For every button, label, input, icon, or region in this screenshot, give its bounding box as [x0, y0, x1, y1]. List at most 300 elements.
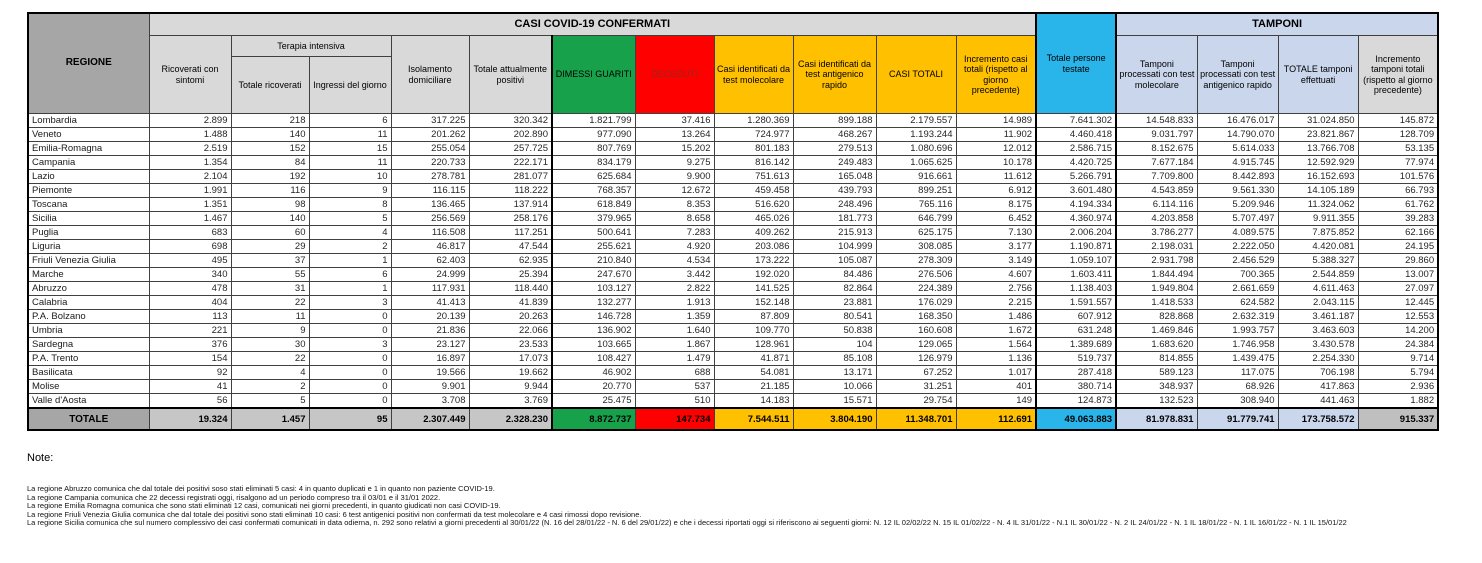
header-tamponi-banner: TAMPONI — [1116, 13, 1438, 36]
value-cell: 688 — [635, 366, 714, 380]
value-cell: 1.603.411 — [1036, 268, 1116, 282]
value-cell: 2.006.204 — [1036, 226, 1116, 240]
covid-table — [27, 12, 1439, 431]
value-cell: 20.263 — [469, 310, 552, 324]
totale-value-cell: 19.324 — [149, 408, 231, 430]
value-cell: 441.463 — [1278, 394, 1358, 409]
value-cell: 7.709.800 — [1116, 170, 1197, 184]
value-cell: 278.781 — [391, 170, 469, 184]
totale-value-cell: 91.779.741 — [1197, 408, 1278, 430]
region-cell: Emilia-Romagna — [28, 142, 149, 156]
region-cell: Abruzzo — [28, 282, 149, 296]
value-cell: 9.275 — [635, 156, 714, 170]
value-cell: 4.543.859 — [1116, 184, 1197, 198]
value-cell: 631.248 — [1036, 324, 1116, 338]
value-cell: 1.672 — [956, 324, 1036, 338]
value-cell: 308.085 — [876, 240, 956, 254]
value-cell: 16.476.017 — [1197, 114, 1278, 128]
value-cell: 14.989 — [956, 114, 1036, 128]
region-cell: Friuli Venezia Giulia — [28, 254, 149, 268]
totale-value-cell: 49.063.883 — [1036, 408, 1116, 430]
table-row — [28, 394, 1438, 409]
value-cell: 1.439.475 — [1197, 352, 1278, 366]
value-cell: 0 — [309, 380, 391, 394]
value-cell: 12.445 — [1358, 296, 1438, 310]
value-cell: 624.582 — [1197, 296, 1278, 310]
value-cell: 116 — [231, 184, 309, 198]
value-cell: 140 — [231, 128, 309, 142]
value-cell: 15.571 — [793, 394, 876, 409]
value-cell: 4.920 — [635, 240, 714, 254]
value-cell: 0 — [309, 324, 391, 338]
value-cell: 5.794 — [1358, 366, 1438, 380]
value-cell: 2.222.050 — [1197, 240, 1278, 254]
value-cell: 13.007 — [1358, 268, 1438, 282]
totale-value-cell: 3.804.190 — [793, 408, 876, 430]
value-cell: 22 — [231, 352, 309, 366]
value-cell: 55 — [231, 268, 309, 282]
value-cell: 519.737 — [1036, 352, 1116, 366]
value-cell: 41.413 — [391, 296, 469, 310]
table-row — [28, 114, 1438, 128]
value-cell: 17.073 — [469, 352, 552, 366]
value-cell: 5.707.497 — [1197, 212, 1278, 226]
totale-value-cell: 2.328.230 — [469, 408, 552, 430]
region-cell: Basilicata — [28, 366, 149, 380]
value-cell: 221 — [149, 324, 231, 338]
value-cell: 129.065 — [876, 338, 956, 352]
value-cell: 146.728 — [552, 310, 635, 324]
value-cell: 589.123 — [1116, 366, 1197, 380]
value-cell: 104 — [793, 338, 876, 352]
value-cell: 66.793 — [1358, 184, 1438, 198]
value-cell: 23.821.867 — [1278, 128, 1358, 142]
header-isolamento: Isolamento domiciliare — [391, 36, 469, 114]
table-row — [28, 198, 1438, 212]
value-cell: 2.215 — [956, 296, 1036, 310]
value-cell: 5 — [309, 212, 391, 226]
value-cell: 222.171 — [469, 156, 552, 170]
value-cell: 103.127 — [552, 282, 635, 296]
value-cell: 84 — [231, 156, 309, 170]
value-cell: 495 — [149, 254, 231, 268]
value-cell: 11 — [309, 156, 391, 170]
value-cell: 27.097 — [1358, 282, 1438, 296]
value-cell: 152 — [231, 142, 309, 156]
value-cell: 1.479 — [635, 352, 714, 366]
value-cell: 1.193.244 — [876, 128, 956, 142]
value-cell: 1.138.403 — [1036, 282, 1116, 296]
value-cell: 116.115 — [391, 184, 469, 198]
value-cell: 24.999 — [391, 268, 469, 282]
value-cell: 401 — [956, 380, 1036, 394]
value-cell: 8.152.675 — [1116, 142, 1197, 156]
value-cell: 4.194.334 — [1036, 198, 1116, 212]
value-cell: 23.127 — [391, 338, 469, 352]
value-cell: 10 — [309, 170, 391, 184]
value-cell: 29 — [231, 240, 309, 254]
value-cell: 117.251 — [469, 226, 552, 240]
value-cell: 11.324.062 — [1278, 198, 1358, 212]
value-cell: 700.365 — [1197, 268, 1278, 282]
value-cell: 31 — [231, 282, 309, 296]
note-line: La regione Friuli Venezia Giulia comunica che dal totale dei positivi sono stati eliminati 10 casi: 6 test antigenici positivi non confermati da test molecolare e 4 casi rimossi dopo revisione. — [27, 509, 642, 519]
value-cell: 8.658 — [635, 212, 714, 226]
header-casi-antigenico: Casi identificati da test antigenico rapido — [793, 36, 876, 114]
table-row — [28, 226, 1438, 240]
header-incremento-tamponi: Incremento tamponi totali (rispetto al giorno precedente) — [1358, 36, 1438, 114]
totale-value-cell: 8.872.737 — [552, 408, 635, 430]
value-cell: 47.544 — [469, 240, 552, 254]
value-cell: 379.965 — [552, 212, 635, 226]
value-cell: 224.389 — [876, 282, 956, 296]
value-cell: 9.901 — [391, 380, 469, 394]
value-cell: 80.541 — [793, 310, 876, 324]
value-cell: 0 — [309, 366, 391, 380]
value-cell: 706.198 — [1278, 366, 1358, 380]
value-cell: 0 — [309, 394, 391, 409]
value-cell: 1 — [309, 254, 391, 268]
totale-value-cell: 2.307.449 — [391, 408, 469, 430]
totale-value-cell: 81.978.831 — [1116, 408, 1197, 430]
value-cell: 9.900 — [635, 170, 714, 184]
value-cell: 1.867 — [635, 338, 714, 352]
totale-value-cell: 147.734 — [635, 408, 714, 430]
value-cell: 439.793 — [793, 184, 876, 198]
value-cell: 500.641 — [552, 226, 635, 240]
value-cell: 9.714 — [1358, 352, 1438, 366]
note-line: La regione Campania comunica che 22 decessi registrati oggi, risalgono ad un periodo compreso tra il 03/01 e il 31/01 2022. — [27, 492, 441, 502]
value-cell: 376 — [149, 338, 231, 352]
value-cell: 173.222 — [714, 254, 793, 268]
value-cell: 8.442.893 — [1197, 170, 1278, 184]
value-cell: 29.860 — [1358, 254, 1438, 268]
value-cell: 113 — [149, 310, 231, 324]
value-cell: 618.849 — [552, 198, 635, 212]
value-cell: 8 — [309, 198, 391, 212]
totale-value-cell: 95 — [309, 408, 391, 430]
value-cell: 279.513 — [793, 142, 876, 156]
value-cell: 3.601.480 — [1036, 184, 1116, 198]
value-cell: 340 — [149, 268, 231, 282]
table-row — [28, 338, 1438, 352]
value-cell: 84.486 — [793, 268, 876, 282]
value-cell: 23.533 — [469, 338, 552, 352]
value-cell: 3.461.187 — [1278, 310, 1358, 324]
value-cell: 14.200 — [1358, 324, 1438, 338]
value-cell: 2.756 — [956, 282, 1036, 296]
value-cell: 218 — [231, 114, 309, 128]
table-row — [28, 184, 1438, 198]
value-cell: 21.836 — [391, 324, 469, 338]
value-cell: 54.081 — [714, 366, 793, 380]
value-cell: 1.351 — [149, 198, 231, 212]
value-cell: 248.496 — [793, 198, 876, 212]
header-persone-testate: Totale persone testate — [1036, 13, 1116, 114]
value-cell: 6.452 — [956, 212, 1036, 226]
header-totale-ricoverati: Totale ricoverati — [231, 57, 309, 114]
header-casi-totali: CASI TOTALI — [876, 36, 956, 114]
value-cell: 13.171 — [793, 366, 876, 380]
value-cell: 85.108 — [793, 352, 876, 366]
region-cell: Puglia — [28, 226, 149, 240]
value-cell: 220.733 — [391, 156, 469, 170]
header-casi-banner: CASI COVID-19 CONFERMATI — [149, 13, 1036, 36]
value-cell: 683 — [149, 226, 231, 240]
value-cell: 132.277 — [552, 296, 635, 310]
value-cell: 12.553 — [1358, 310, 1438, 324]
region-cell: Liguria — [28, 240, 149, 254]
value-cell: 24.384 — [1358, 338, 1438, 352]
value-cell: 56 — [149, 394, 231, 409]
value-cell: 68.926 — [1197, 380, 1278, 394]
value-cell: 31.251 — [876, 380, 956, 394]
note-line: La regione Abruzzo comunica che dal totale dei positivi soso stati eliminati 5 casi: 4 in quanto duplicati e 1 in quanto non paziente COVID-19. — [27, 484, 495, 493]
value-cell: 9.561.330 — [1197, 184, 1278, 198]
value-cell: 128.709 — [1358, 128, 1438, 142]
header-terapia-intensiva: Terapia intensiva — [231, 36, 391, 57]
value-cell: 828.868 — [1116, 310, 1197, 324]
value-cell: 7.283 — [635, 226, 714, 240]
notes-list — [27, 485, 1482, 528]
value-cell: 6 — [309, 114, 391, 128]
value-cell: 4.420.725 — [1036, 156, 1116, 170]
value-cell: 31.024.850 — [1278, 114, 1358, 128]
region-cell: Umbria — [28, 324, 149, 338]
value-cell: 465.026 — [714, 212, 793, 226]
value-cell: 724.977 — [714, 128, 793, 142]
value-cell: 9.911.355 — [1278, 212, 1358, 226]
value-cell: 2.519 — [149, 142, 231, 156]
header-deceduti: DECEDUTI — [635, 36, 714, 114]
table-row — [28, 128, 1438, 142]
value-cell: 3.177 — [956, 240, 1036, 254]
value-cell: 136.902 — [552, 324, 635, 338]
value-cell: 203.086 — [714, 240, 793, 254]
value-cell: 62.935 — [469, 254, 552, 268]
totale-value-cell: 7.544.511 — [714, 408, 793, 430]
value-cell: 7.130 — [956, 226, 1036, 240]
value-cell: 168.350 — [876, 310, 956, 324]
value-cell: 103.665 — [552, 338, 635, 352]
value-cell: 607.912 — [1036, 310, 1116, 324]
region-cell: Sardegna — [28, 338, 149, 352]
value-cell: 160.608 — [876, 324, 956, 338]
value-cell: 104.999 — [793, 240, 876, 254]
totale-value-cell: 11.348.701 — [876, 408, 956, 430]
value-cell: 24.195 — [1358, 240, 1438, 254]
value-cell: 4.460.418 — [1036, 128, 1116, 142]
value-cell: 3.769 — [469, 394, 552, 409]
value-cell: 136.465 — [391, 198, 469, 212]
value-cell: 53.135 — [1358, 142, 1438, 156]
value-cell: 4.607 — [956, 268, 1036, 282]
table-row — [28, 240, 1438, 254]
value-cell: 14.548.833 — [1116, 114, 1197, 128]
header-regione: REGIONE — [28, 13, 149, 114]
value-cell: 1.389.689 — [1036, 338, 1116, 352]
value-cell: 977.090 — [552, 128, 635, 142]
value-cell: 698 — [149, 240, 231, 254]
table-row — [28, 142, 1438, 156]
header-casi-molecolare: Casi identificati da test molecolare — [714, 36, 793, 114]
region-cell: Sicilia — [28, 212, 149, 226]
value-cell: 1.059.107 — [1036, 254, 1116, 268]
value-cell: 23.881 — [793, 296, 876, 310]
value-cell: 1.640 — [635, 324, 714, 338]
value-cell: 1.882 — [1358, 394, 1438, 409]
table-header — [28, 13, 1438, 114]
value-cell: 30 — [231, 338, 309, 352]
value-cell: 128.961 — [714, 338, 793, 352]
region-cell: Calabria — [28, 296, 149, 310]
value-cell: 1.913 — [635, 296, 714, 310]
value-cell: 1.993.757 — [1197, 324, 1278, 338]
value-cell: 62.166 — [1358, 226, 1438, 240]
value-cell: 117.931 — [391, 282, 469, 296]
totale-label: TOTALE — [28, 408, 149, 430]
value-cell: 9 — [231, 324, 309, 338]
value-cell: 15.202 — [635, 142, 714, 156]
value-cell: 11.612 — [956, 170, 1036, 184]
value-cell: 765.116 — [876, 198, 956, 212]
value-cell: 5.266.791 — [1036, 170, 1116, 184]
value-cell: 247.670 — [552, 268, 635, 282]
table-body — [28, 114, 1438, 409]
table-row — [28, 380, 1438, 394]
value-cell: 2.899 — [149, 114, 231, 128]
value-cell: 459.458 — [714, 184, 793, 198]
region-cell: Lazio — [28, 170, 149, 184]
header-totale-tamponi: TOTALE tamponi effettuati — [1278, 36, 1358, 114]
value-cell: 317.225 — [391, 114, 469, 128]
value-cell: 6.114.116 — [1116, 198, 1197, 212]
value-cell: 4.611.463 — [1278, 282, 1358, 296]
totale-value-cell: 112.691 — [956, 408, 1036, 430]
value-cell: 20.770 — [552, 380, 635, 394]
value-cell: 145.872 — [1358, 114, 1438, 128]
value-cell: 1.486 — [956, 310, 1036, 324]
region-cell: Veneto — [28, 128, 149, 142]
value-cell: 46.902 — [552, 366, 635, 380]
value-cell: 15 — [309, 142, 391, 156]
value-cell: 101.576 — [1358, 170, 1438, 184]
value-cell: 768.357 — [552, 184, 635, 198]
value-cell: 4.915.745 — [1197, 156, 1278, 170]
value-cell: 92 — [149, 366, 231, 380]
value-cell: 61.762 — [1358, 198, 1438, 212]
table-row — [28, 296, 1438, 310]
value-cell: 22.066 — [469, 324, 552, 338]
value-cell: 132.523 — [1116, 394, 1197, 409]
value-cell: 108.427 — [552, 352, 635, 366]
notes-title: Note: — [27, 452, 54, 464]
value-cell: 276.506 — [876, 268, 956, 282]
value-cell: 2.822 — [635, 282, 714, 296]
value-cell: 13.766.708 — [1278, 142, 1358, 156]
value-cell: 9.944 — [469, 380, 552, 394]
value-cell: 6 — [309, 268, 391, 282]
value-cell: 37 — [231, 254, 309, 268]
value-cell: 1.564 — [956, 338, 1036, 352]
value-cell: 2.043.115 — [1278, 296, 1358, 310]
value-cell: 37.416 — [635, 114, 714, 128]
value-cell: 1.991 — [149, 184, 231, 198]
value-cell: 4 — [231, 366, 309, 380]
header-tamponi-antigenico: Tamponi processati con test antigenico rapido — [1197, 36, 1278, 114]
value-cell: 348.937 — [1116, 380, 1197, 394]
value-cell: 126.979 — [876, 352, 956, 366]
value-cell: 2.936 — [1358, 380, 1438, 394]
value-cell: 87.809 — [714, 310, 793, 324]
value-cell: 4.420.081 — [1278, 240, 1358, 254]
totale-row — [28, 408, 1438, 430]
region-cell: Lombardia — [28, 114, 149, 128]
value-cell: 12.592.929 — [1278, 156, 1358, 170]
value-cell: 5.614.033 — [1197, 142, 1278, 156]
value-cell: 2.632.319 — [1197, 310, 1278, 324]
header-ingressi-giorno: Ingressi del giorno — [309, 57, 391, 114]
value-cell: 1.488 — [149, 128, 231, 142]
value-cell: 141.525 — [714, 282, 793, 296]
value-cell: 137.914 — [469, 198, 552, 212]
value-cell: 834.179 — [552, 156, 635, 170]
value-cell: 7.875.852 — [1278, 226, 1358, 240]
totale-value-cell: 915.337 — [1358, 408, 1438, 430]
value-cell: 807.769 — [552, 142, 635, 156]
region-cell: Marche — [28, 268, 149, 282]
value-cell: 308.940 — [1197, 394, 1278, 409]
value-cell: 4 — [309, 226, 391, 240]
table-row — [28, 282, 1438, 296]
value-cell: 202.890 — [469, 128, 552, 142]
header-dimessi-guariti: DIMESSI GUARITI — [552, 36, 635, 114]
value-cell: 16.897 — [391, 352, 469, 366]
value-cell: 154 — [149, 352, 231, 366]
value-cell: 646.799 — [876, 212, 956, 226]
value-cell: 0 — [309, 352, 391, 366]
value-cell: 181.773 — [793, 212, 876, 226]
value-cell: 2.104 — [149, 170, 231, 184]
value-cell: 281.077 — [469, 170, 552, 184]
value-cell: 2.544.859 — [1278, 268, 1358, 282]
value-cell: 3.442 — [635, 268, 714, 282]
value-cell: 258.176 — [469, 212, 552, 226]
value-cell: 149 — [956, 394, 1036, 409]
value-cell: 3.786.277 — [1116, 226, 1197, 240]
value-cell: 3.149 — [956, 254, 1036, 268]
value-cell: 4.360.974 — [1036, 212, 1116, 226]
region-cell: Campania — [28, 156, 149, 170]
value-cell: 249.483 — [793, 156, 876, 170]
value-cell: 118.222 — [469, 184, 552, 198]
value-cell: 899.251 — [876, 184, 956, 198]
value-cell: 12.012 — [956, 142, 1036, 156]
value-cell: 124.873 — [1036, 394, 1116, 409]
value-cell: 287.418 — [1036, 366, 1116, 380]
value-cell: 201.262 — [391, 128, 469, 142]
value-cell: 11 — [231, 310, 309, 324]
value-cell: 3.430.578 — [1278, 338, 1358, 352]
region-cell: P.A. Bolzano — [28, 310, 149, 324]
value-cell: 2.198.031 — [1116, 240, 1197, 254]
value-cell: 255.054 — [391, 142, 469, 156]
value-cell: 14.790.070 — [1197, 128, 1278, 142]
value-cell: 22 — [231, 296, 309, 310]
value-cell: 46.817 — [391, 240, 469, 254]
value-cell: 625.175 — [876, 226, 956, 240]
value-cell: 50.838 — [793, 324, 876, 338]
